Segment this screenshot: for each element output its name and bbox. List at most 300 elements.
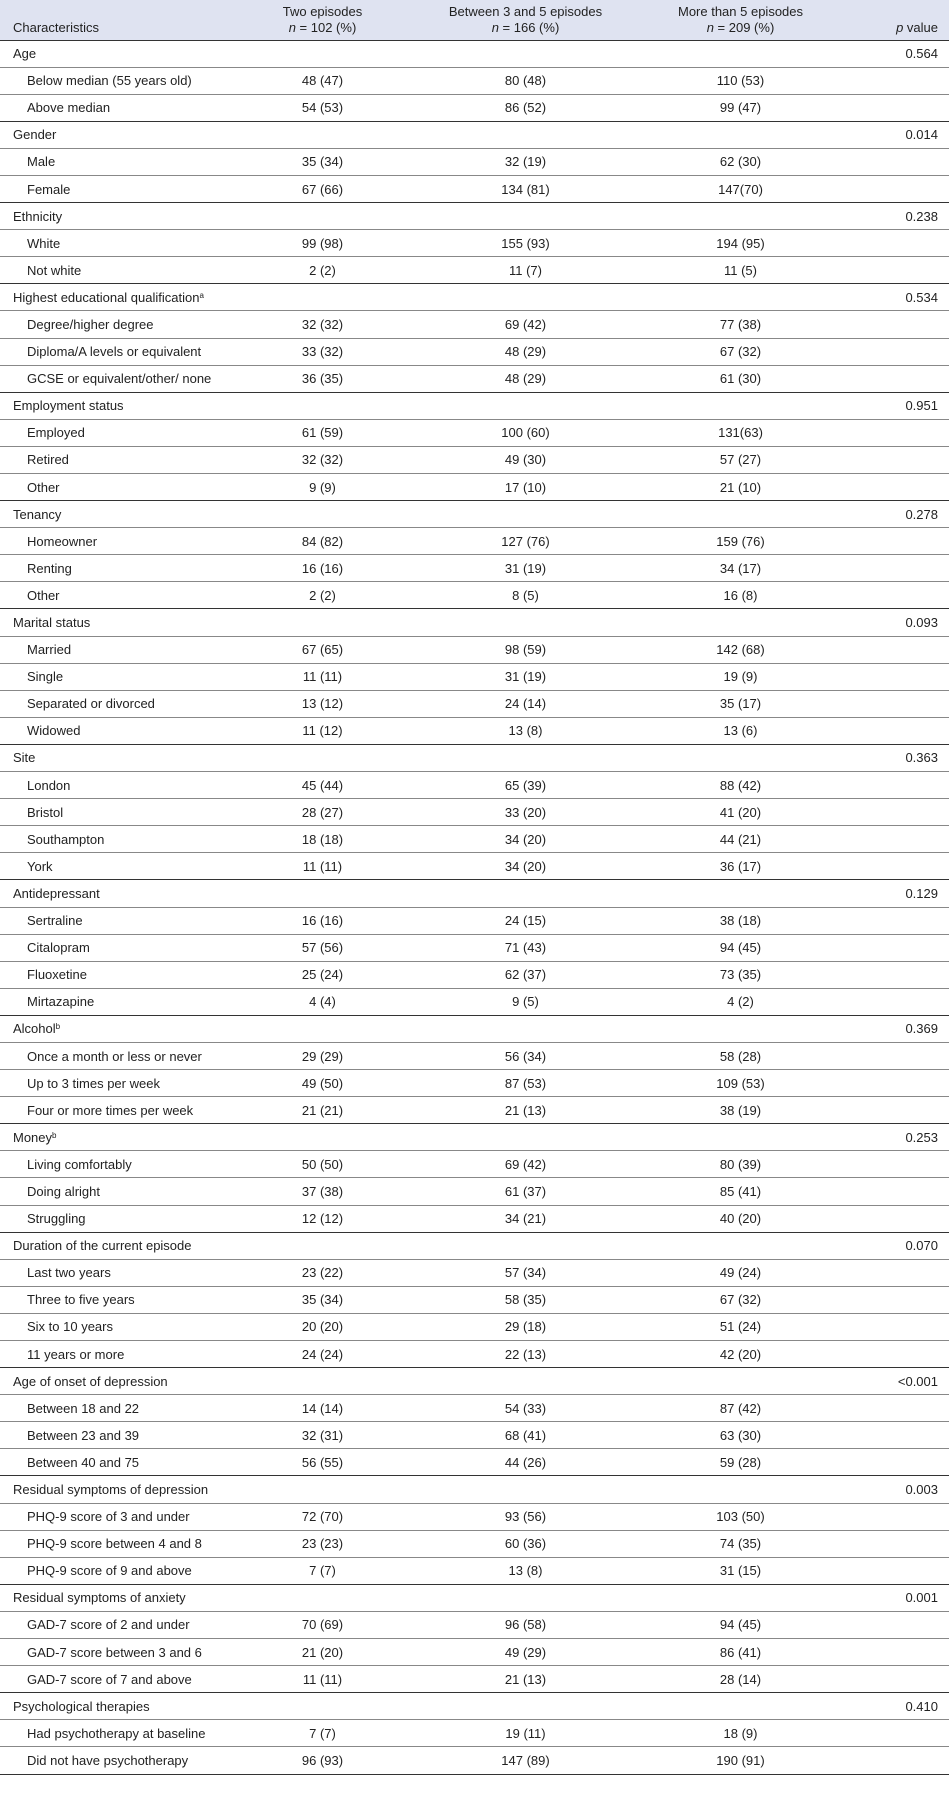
value-cell: 11 (11) (232, 853, 413, 880)
value-cell: 73 (35) (638, 961, 843, 988)
value-cell: 86 (52) (413, 94, 638, 121)
row-label-cell (0, 1259, 232, 1286)
value-cell: 142 (68) (638, 636, 843, 663)
p-value-cell: 0.003 (843, 1476, 949, 1503)
table-row (0, 175, 949, 202)
value-cell (638, 609, 843, 636)
table-row (0, 826, 949, 853)
p-value-cell (843, 907, 949, 934)
value-cell: 33 (20) (413, 799, 638, 826)
p-value-cell: 0.129 (843, 880, 949, 907)
category-label: Tenancy (13, 506, 62, 522)
value-cell (638, 40, 843, 67)
value-cell: 28 (14) (638, 1666, 843, 1693)
value-cell (232, 880, 413, 907)
row-label-cell (0, 1205, 232, 1232)
table-row (0, 148, 949, 175)
p-value-cell (843, 1611, 949, 1638)
value-cell: 28 (27) (232, 799, 413, 826)
row-label-cell (0, 1151, 232, 1178)
value-cell (638, 392, 843, 419)
value-cell: 62 (37) (413, 961, 638, 988)
value-cell (638, 203, 843, 230)
value-cell: 19 (9) (638, 663, 843, 690)
row-label-cell (0, 528, 232, 555)
p-value-cell: 0.014 (843, 121, 949, 148)
row-label: Last two years (27, 1265, 111, 1281)
table-row (0, 934, 949, 961)
row-label: Southampton (27, 831, 105, 847)
value-cell: 61 (59) (232, 419, 413, 446)
p-value-cell: 0.278 (843, 501, 949, 528)
value-cell (413, 744, 638, 771)
value-cell: 159 (76) (638, 528, 843, 555)
row-label-cell (0, 474, 232, 501)
table-row (0, 961, 949, 988)
value-cell: 48 (29) (413, 338, 638, 365)
category-row (0, 1232, 949, 1259)
table-row (0, 230, 949, 257)
row-label: 11 years or more (27, 1346, 125, 1362)
p-value-cell (843, 419, 949, 446)
header-more-than-5-episodes (638, 0, 843, 40)
value-cell: 155 (93) (413, 230, 638, 257)
table-row (0, 94, 949, 121)
row-label-cell (0, 961, 232, 988)
p-value-cell (843, 94, 949, 121)
category-label-cell (0, 40, 232, 67)
value-cell (413, 501, 638, 528)
value-cell: 127 (76) (413, 528, 638, 555)
row-label: Female (27, 181, 71, 197)
value-cell (413, 609, 638, 636)
value-cell (638, 1584, 843, 1611)
table-row (0, 1070, 949, 1097)
p-value-cell (843, 555, 949, 582)
row-label-cell (0, 1178, 232, 1205)
value-cell: 21 (13) (413, 1666, 638, 1693)
table-row (0, 67, 949, 94)
row-label-cell (0, 1286, 232, 1313)
table-row (0, 1503, 949, 1530)
p-value-cell (843, 1205, 949, 1232)
value-cell (413, 1693, 638, 1720)
row-label-cell (0, 934, 232, 961)
header-p-value (843, 0, 949, 40)
value-cell: 86 (41) (638, 1639, 843, 1666)
table-row (0, 555, 949, 582)
table-row (0, 1530, 949, 1557)
category-label: Highest educational qualification (13, 289, 200, 305)
row-label: White (27, 235, 61, 251)
row-label: Six to 10 years (27, 1319, 113, 1335)
category-label-cell (0, 1015, 232, 1042)
row-label: Between 40 and 75 (27, 1454, 140, 1470)
value-cell (413, 284, 638, 311)
value-cell (413, 1584, 638, 1611)
row-label-cell (0, 1557, 232, 1584)
value-cell: 57 (27) (638, 446, 843, 473)
row-label: Three to five years (27, 1292, 135, 1308)
value-cell: 16 (16) (232, 555, 413, 582)
p-value-cell (843, 826, 949, 853)
header-p-label: p (896, 20, 904, 36)
header-characteristics: Characteristics (13, 20, 99, 36)
row-label: Citalopram (27, 940, 90, 956)
value-cell (638, 1693, 843, 1720)
value-cell: 69 (42) (413, 311, 638, 338)
category-label-cell (0, 121, 232, 148)
footnote-marker: b (55, 1022, 61, 1032)
row-label-cell (0, 175, 232, 202)
p-value-cell (843, 148, 949, 175)
value-cell: 67 (66) (232, 175, 413, 202)
value-cell: 36 (17) (638, 853, 843, 880)
category-label-cell (0, 203, 232, 230)
p-value-cell: 0.001 (843, 1584, 949, 1611)
value-cell: 96 (58) (413, 1611, 638, 1638)
p-value-cell (843, 1666, 949, 1693)
value-cell: 21 (13) (413, 1097, 638, 1124)
value-cell (413, 1476, 638, 1503)
p-value-cell: 0.093 (843, 609, 949, 636)
category-label: Age (13, 46, 37, 62)
value-cell: 54 (53) (232, 94, 413, 121)
value-cell: 29 (18) (413, 1313, 638, 1340)
p-value-cell: 0.238 (843, 203, 949, 230)
row-label: Between 18 and 22 (27, 1400, 140, 1416)
value-cell (232, 284, 413, 311)
value-cell (638, 121, 843, 148)
value-cell: 67 (32) (638, 338, 843, 365)
value-cell (638, 880, 843, 907)
p-value-cell (843, 257, 949, 284)
category-label: Site (13, 750, 36, 766)
value-cell: 58 (28) (638, 1042, 843, 1069)
value-cell: 34 (21) (413, 1205, 638, 1232)
value-cell: 11 (12) (232, 717, 413, 744)
table-row (0, 474, 949, 501)
value-cell: 85 (41) (638, 1178, 843, 1205)
value-cell: 33 (32) (232, 338, 413, 365)
value-cell: 49 (30) (413, 446, 638, 473)
p-value-cell (843, 1720, 949, 1747)
value-cell: 77 (38) (638, 311, 843, 338)
row-label: Male (27, 154, 56, 170)
p-value-cell (843, 528, 949, 555)
value-cell: 71 (43) (413, 934, 638, 961)
value-cell (232, 1015, 413, 1042)
p-value-cell (843, 934, 949, 961)
p-value-cell (843, 636, 949, 663)
value-cell (638, 1015, 843, 1042)
p-value-cell (843, 1449, 949, 1476)
category-label: Duration of the current episode (13, 1238, 192, 1254)
category-row (0, 392, 949, 419)
row-label: GAD-7 score between 3 and 6 (27, 1644, 202, 1660)
table-row (0, 1205, 949, 1232)
table-row (0, 907, 949, 934)
value-cell: 38 (18) (638, 907, 843, 934)
p-value-cell (843, 1422, 949, 1449)
category-label-cell (0, 880, 232, 907)
value-cell: 31 (19) (413, 555, 638, 582)
row-label: Below median (55 years old) (27, 73, 192, 89)
row-label: Had psychotherapy at baseline (27, 1725, 206, 1741)
table-row (0, 446, 949, 473)
value-cell: 42 (20) (638, 1341, 843, 1368)
value-cell: 62 (30) (638, 148, 843, 175)
value-cell: 32 (32) (232, 311, 413, 338)
header-more-than-5-episodes-n: = 209 (%) (713, 19, 775, 35)
value-cell: 65 (39) (413, 772, 638, 799)
value-cell (413, 1232, 638, 1259)
row-label-cell (0, 1313, 232, 1340)
value-cell: 40 (20) (638, 1205, 843, 1232)
row-label-cell (0, 826, 232, 853)
value-cell: 59 (28) (638, 1449, 843, 1476)
value-cell: 4 (4) (232, 988, 413, 1015)
value-cell: 41 (20) (638, 799, 843, 826)
category-row (0, 121, 949, 148)
category-label-cell (0, 501, 232, 528)
value-cell: 11 (11) (232, 663, 413, 690)
row-label-cell (0, 230, 232, 257)
value-cell: 88 (42) (638, 772, 843, 799)
value-cell (638, 744, 843, 771)
table-row (0, 311, 949, 338)
p-value-cell: 0.410 (843, 1693, 949, 1720)
value-cell: 57 (34) (413, 1259, 638, 1286)
value-cell: 98 (59) (413, 636, 638, 663)
p-value-cell (843, 1530, 949, 1557)
header-two-episodes (232, 0, 413, 40)
table-row (0, 1341, 949, 1368)
row-label-cell (0, 582, 232, 609)
value-cell: 32 (19) (413, 148, 638, 175)
table-row (0, 1557, 949, 1584)
value-cell: 67 (32) (638, 1286, 843, 1313)
p-value-cell (843, 1097, 949, 1124)
value-cell (232, 1476, 413, 1503)
category-label: Alcohol (13, 1021, 56, 1037)
p-value-cell: 0.564 (843, 40, 949, 67)
row-label: GAD-7 score of 7 and above (27, 1671, 192, 1687)
value-cell: 50 (50) (232, 1151, 413, 1178)
value-cell: 21 (21) (232, 1097, 413, 1124)
table-row (0, 1313, 949, 1340)
value-cell: 22 (13) (413, 1341, 638, 1368)
value-cell (413, 203, 638, 230)
value-cell: 134 (81) (413, 175, 638, 202)
value-cell: 34 (20) (413, 826, 638, 853)
row-label: Not white (27, 262, 82, 278)
row-label: Struggling (27, 1211, 86, 1227)
category-label: Marital status (13, 615, 91, 631)
value-cell: 18 (9) (638, 1720, 843, 1747)
value-cell (232, 1693, 413, 1720)
row-label: Fluoxetine (27, 967, 87, 983)
value-cell (638, 1476, 843, 1503)
p-value-cell (843, 582, 949, 609)
value-cell: 4 (2) (638, 988, 843, 1015)
table-row (0, 1151, 949, 1178)
value-cell: 49 (50) (232, 1070, 413, 1097)
p-value-cell (843, 717, 949, 744)
table-body (0, 40, 949, 1774)
value-cell: 57 (56) (232, 934, 413, 961)
p-value-cell (843, 338, 949, 365)
value-cell: 131(63) (638, 419, 843, 446)
category-label-cell (0, 284, 232, 311)
value-cell: 11 (5) (638, 257, 843, 284)
table-row (0, 636, 949, 663)
row-label: GAD-7 score of 2 and under (27, 1617, 190, 1633)
value-cell: 68 (41) (413, 1422, 638, 1449)
row-label: Widowed (27, 723, 81, 739)
header-p-suffix: value (903, 20, 938, 36)
p-value-cell: 0.369 (843, 1015, 949, 1042)
category-row (0, 1368, 949, 1395)
category-row (0, 1584, 949, 1611)
category-label: Ethnicity (13, 208, 63, 224)
category-label: Residual symptoms of depression (13, 1482, 209, 1498)
category-label: Age of onset of depression (13, 1373, 168, 1389)
row-label: Married (27, 642, 72, 658)
category-row (0, 1124, 949, 1151)
p-value-cell (843, 1395, 949, 1422)
category-row (0, 40, 949, 67)
value-cell: 96 (93) (232, 1747, 413, 1774)
row-label-cell (0, 1422, 232, 1449)
table-row (0, 1422, 949, 1449)
value-cell: 48 (47) (232, 67, 413, 94)
table-row (0, 1178, 949, 1205)
value-cell (413, 121, 638, 148)
row-label: Doing alright (27, 1183, 100, 1199)
row-label-cell (0, 1530, 232, 1557)
value-cell (232, 392, 413, 419)
category-label-cell (0, 1232, 232, 1259)
value-cell: 72 (70) (232, 1503, 413, 1530)
row-label: Other (27, 479, 60, 495)
row-label-cell (0, 772, 232, 799)
row-label: PHQ-9 score between 4 and 8 (27, 1536, 202, 1552)
value-cell (413, 392, 638, 419)
header-two-episodes-n: = 102 (%) (295, 19, 357, 35)
table-row (0, 1449, 949, 1476)
category-row (0, 501, 949, 528)
row-label-cell (0, 907, 232, 934)
value-cell: 74 (35) (638, 1530, 843, 1557)
value-cell: 17 (10) (413, 474, 638, 501)
p-value-cell (843, 1503, 949, 1530)
table-row (0, 1259, 949, 1286)
p-value-cell: 0.534 (843, 284, 949, 311)
value-cell: 11 (7) (413, 257, 638, 284)
table-row (0, 365, 949, 392)
value-cell: 87 (53) (413, 1070, 638, 1097)
value-cell: 23 (23) (232, 1530, 413, 1557)
category-row (0, 284, 949, 311)
p-value-cell: 0.951 (843, 392, 949, 419)
row-label: Sertraline (27, 913, 83, 929)
table-row (0, 338, 949, 365)
value-cell: 13 (8) (413, 1557, 638, 1584)
value-cell: 49 (29) (413, 1639, 638, 1666)
p-value-cell (843, 690, 949, 717)
table-header (0, 0, 949, 40)
value-cell: 31 (19) (413, 663, 638, 690)
row-label: Degree/higher degree (27, 316, 154, 332)
p-value-cell (843, 1286, 949, 1313)
value-cell (638, 284, 843, 311)
value-cell: 14 (14) (232, 1395, 413, 1422)
p-value-cell (843, 230, 949, 257)
table-row (0, 717, 949, 744)
footnote-marker: a (199, 290, 204, 300)
value-cell: 94 (45) (638, 1611, 843, 1638)
p-value-cell (843, 365, 949, 392)
row-label: London (27, 777, 71, 793)
row-label: Renting (27, 560, 72, 576)
value-cell: 45 (44) (232, 772, 413, 799)
value-cell: 24 (24) (232, 1341, 413, 1368)
table-row (0, 1747, 949, 1774)
row-label-cell (0, 853, 232, 880)
p-value-cell (843, 772, 949, 799)
value-cell: 23 (22) (232, 1259, 413, 1286)
table-row (0, 528, 949, 555)
category-row (0, 744, 949, 771)
category-label-cell (0, 1368, 232, 1395)
value-cell (232, 1124, 413, 1151)
p-value-cell: 0.253 (843, 1124, 949, 1151)
row-label-cell (0, 365, 232, 392)
value-cell: 7 (7) (232, 1720, 413, 1747)
table-row (0, 663, 949, 690)
p-value-cell: 0.363 (843, 744, 949, 771)
row-label-cell (0, 1042, 232, 1069)
header-n-label: n (706, 19, 714, 35)
value-cell: 94 (45) (638, 934, 843, 961)
p-value-cell (843, 799, 949, 826)
value-cell: 9 (9) (232, 474, 413, 501)
row-label-cell (0, 311, 232, 338)
row-label-cell (0, 690, 232, 717)
table-row (0, 988, 949, 1015)
value-cell: 7 (7) (232, 1557, 413, 1584)
value-cell (413, 40, 638, 67)
row-label: Four or more times per week (27, 1102, 194, 1118)
p-value-cell (843, 961, 949, 988)
p-value-cell (843, 988, 949, 1015)
row-label: York (27, 858, 53, 874)
value-cell: 147 (89) (413, 1747, 638, 1774)
value-cell: 38 (19) (638, 1097, 843, 1124)
category-row (0, 609, 949, 636)
value-cell: 70 (69) (232, 1611, 413, 1638)
value-cell: 18 (18) (232, 826, 413, 853)
table-row (0, 1720, 949, 1747)
value-cell: 54 (33) (413, 1395, 638, 1422)
value-cell: 36 (35) (232, 365, 413, 392)
category-row (0, 1693, 949, 1720)
row-label-cell (0, 1097, 232, 1124)
row-label-cell (0, 1720, 232, 1747)
category-label-cell (0, 392, 232, 419)
p-value-cell (843, 67, 949, 94)
